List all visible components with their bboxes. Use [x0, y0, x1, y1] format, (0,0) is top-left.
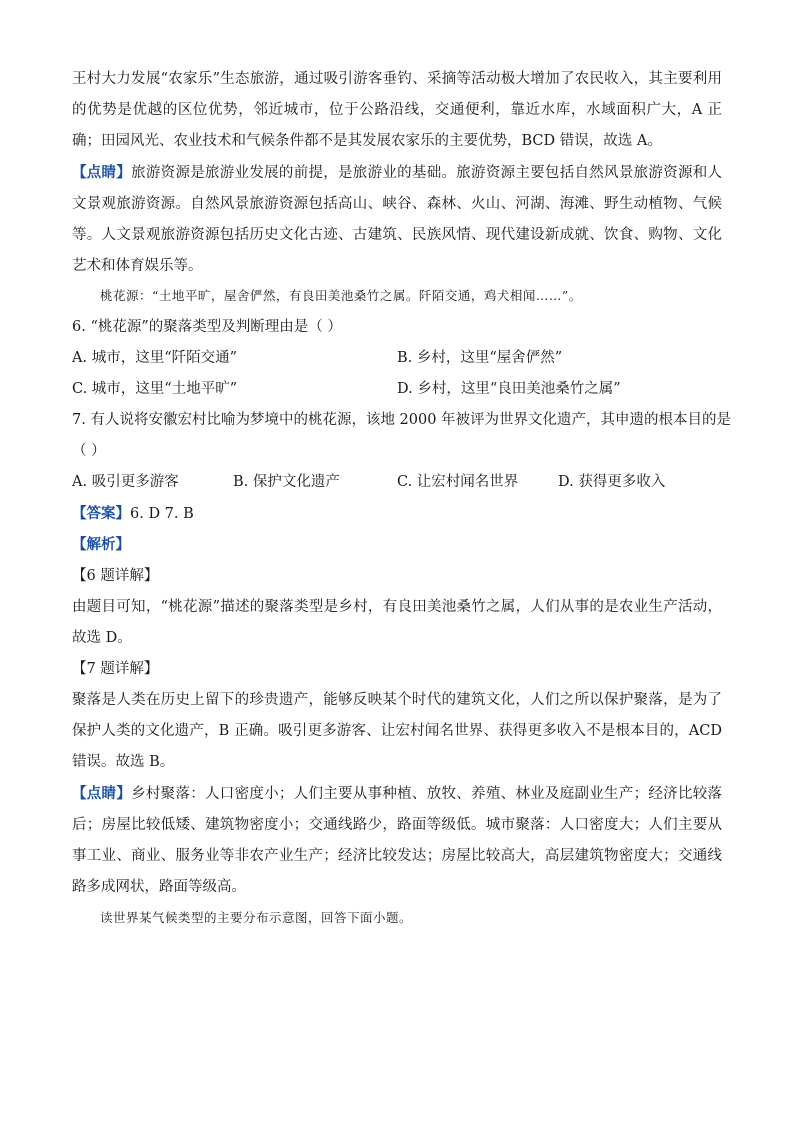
q6-option-d: D. 乡村，这里“良田美池桑竹之属” [397, 381, 621, 397]
q6-detail-tag: 【6 题详解】 [72, 568, 159, 584]
answer-tag: 【答案】 [72, 505, 130, 522]
question-6: 6. “桃花源”的聚落类型及判断理由是（ ） [72, 319, 342, 335]
q7-detail-text: 聚落是人类在历史上留下的珍贵遗产，能够反映某个时代的建筑文化，人们之所以保护聚落，是为了保护人类的文化遗产，B 正确。吸引更多游客、让宏村闻名世界、获得更多收入不是根本目的，ACD 错误。故选 B。 [72, 692, 722, 770]
paragraph-q5-analysis: 王村大力发展“农家乐”生态旅游，通过吸引游客垂钓、采摘等活动极大增加了农民收入，其主要利用的优势是优越的区位优势，邻近城市，位于公路沿线，交通便利，靠近水库，水域面积广大，A 正确；田园风光、农业技术和气候条件都不是其发展农家乐的主要优势，BCD 错误，故选 A。 [72, 71, 722, 149]
taohuayuan-quote: 桃花源：“土地平旷，屋舍俨然，有良田美池桑竹之属。阡陌交通，鸡犬相闻……”。 [100, 288, 582, 303]
q7-option-c: C. 让宏村闻名世界 [397, 474, 519, 490]
dianjing-paragraph-1 [72, 157, 722, 282]
dianjing-text-1: 旅游资源是旅游业发展的前提，是旅游业的基础。旅游资源主要包括自然风景旅游资源和人文景观旅游资源。自然风景旅游资源包括高山、峡谷、森林、火山、河湖、海滩、野生动植物、气候等。人文景观旅游资源包括历史文化古迹、古建筑、民族风情、现代建设新成就、饮食、购物、文化艺术和体育娱乐等。 [72, 165, 723, 274]
dianjing-text-2: 乡村聚落：人口密度小；人们主要从事种植、放牧、养殖、林业及庭副业生产；经济比较落后；房屋比较低矮、建筑物密度小；交通线路少，路面等级低。城市聚落：人口密度大；人们主要从事工业、商业、服务业等非农产业生产；经济比较发达；房屋比较高大，高层建筑物密度大；交通线路多成网状，路面等级高。 [72, 786, 723, 895]
q6-detail-text: 由题目可知，“桃花源”描述的聚落类型是乡村，有良田美池桑竹之属，人们从事的是农业生产活动，故选 D。 [72, 599, 722, 646]
question-7-paren: （ ） [72, 443, 106, 459]
q7-option-a: A. 吸引更多游客 [72, 474, 179, 490]
jiexi-tag: 【解析】 [72, 536, 130, 553]
answer-line [72, 503, 194, 525]
q7-detail-tag: 【7 题详解】 [72, 661, 159, 677]
dianjing-paragraph-2 [72, 778, 722, 903]
answer-text: 6. D 7. B [130, 506, 194, 522]
q7-option-b: B. 保护文化遗产 [233, 474, 340, 490]
dianjing-tag-1: 【点睛】 [72, 164, 132, 181]
question-7: 7. 有人说将安徽宏村比喻为梦境中的桃花源，该地 2000 年被评为世界文化遗产，其申遗的根本目的是 [72, 412, 732, 428]
q6-option-a: A. 城市，这里“阡陌交通” [72, 350, 238, 366]
q6-option-b: B. 乡村，这里“屋舍俨然” [397, 350, 563, 366]
q7-option-d: D. 获得更多收入 [558, 474, 666, 490]
climate-map-instruction: 读世界某气候类型的主要分布示意图，回答下面小题。 [100, 910, 413, 925]
q6-option-c: C. 城市，这里“土地平旷” [72, 381, 238, 397]
dianjing-tag-2: 【点睛】 [72, 785, 132, 802]
